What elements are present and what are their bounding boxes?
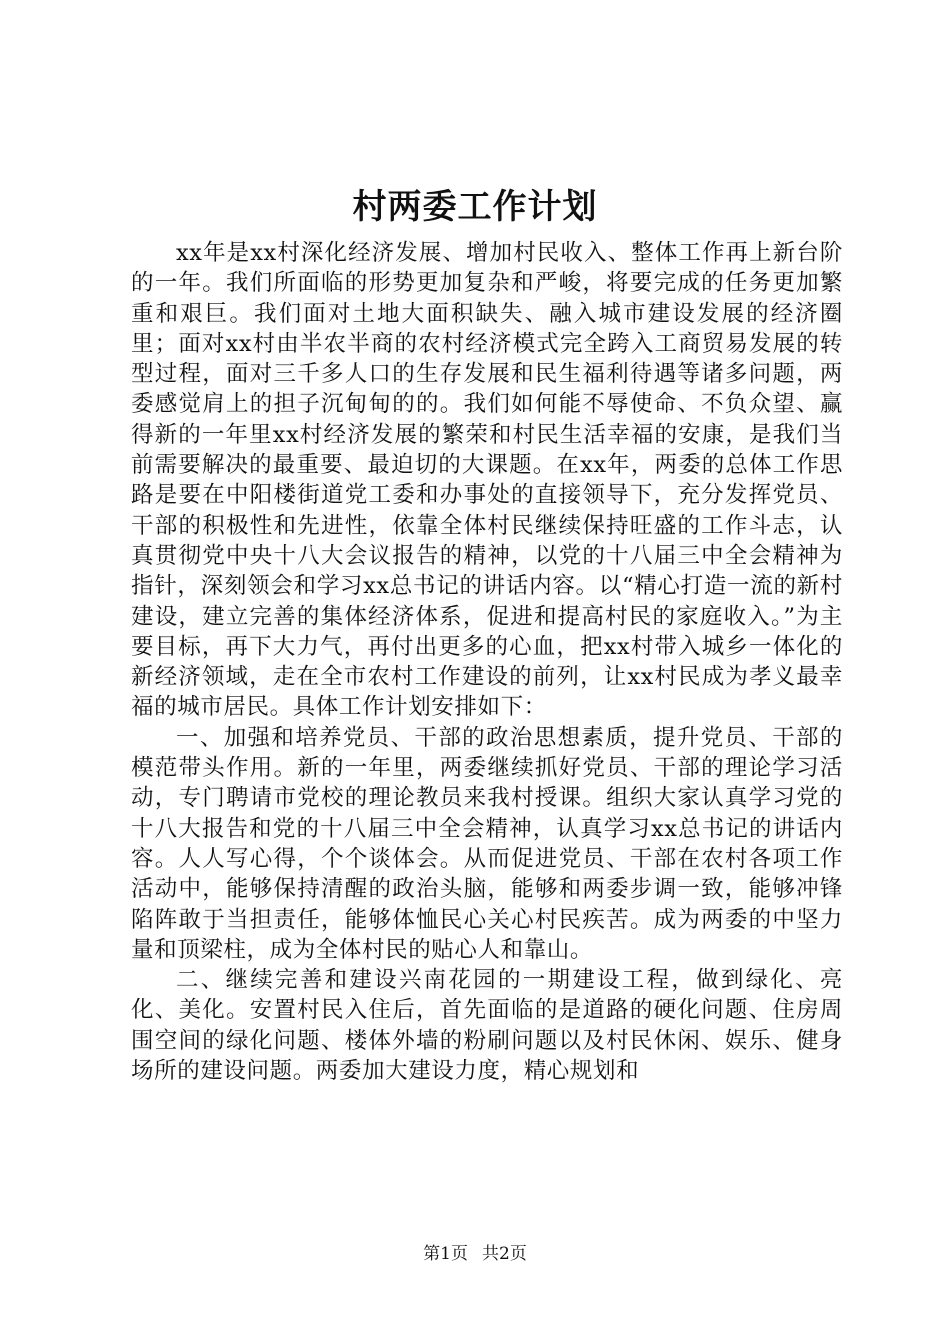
document-body xyxy=(131,238,843,1086)
paragraph-section-2: 二、继续完善和建设兴南花园的一期建设工程，做到绿化、亮化、美化。安置村民入住后，首先面临的是道路的硬化问题、住房周围空间的绿化问题、楼体外墙的粉刷问题以及村民休闲、娱乐、健身场所的建设问题。两委加大建设力度，精心规划和 xyxy=(131,967,843,1085)
page-footer xyxy=(0,1242,950,1266)
page-total: 共2页 xyxy=(482,1244,527,1264)
paragraph-intro: xx年是xx村深化经济发展、增加村民收入、整体工作再上新台阶的一年。我们所面临的形势更加复杂和严峻，将要完成的任务更加繁重和艰巨。我们面对土地大面积缺失、融入城市建设发展的经济圈里；面对xx村由半农半商的农村经济模式完全跨入工商贸易发展的转型过程，面对三千多人口的生存发展和民生福利待遇等诸多问题，两委感觉肩上的担子沉甸甸的的。我们如何能不辱使命、不负众望、赢得新的一年里xx村经济发展的繁荣和村民生活幸福的安康，是我们当前需要解决的最重要、最迫切的大课题。在xx年，两委的总体工作思路是要在中阳楼街道党工委和办事处的直接领导下，充分发挥党员、干部的积极性和先进性，依靠全体村民继续保持旺盛的工作斗志，认真贯彻党中央十八大会议报告的精神，以党的十八届三中全会精神为指针，深刻领会和学习xx总书记的讲话内容。以“精心打造一流的新村建设，建立完善的集体经济体系，促进和提高村民的家庭收入。”为主要目标，再下大力气，再付出更多的心血，把xx村带入城乡一体化的新经济领域，走在全市农村工作建设的前列，让xx村民成为孝义最幸福的城市居民。具体工作计划安排如下： xyxy=(131,240,843,721)
paragraph-section-1: 一、加强和培养党员、干部的政治思想素质，提升党员、干部的模范带头作用。新的一年里，两委继续抓好党员、干部的理论学习活动，专门聘请市党校的理论教员来我村授课。组织大家认真学习党的十八大报告和党的十八届三中全会精神，认真学习xx总书记的讲话内容。人人写心得，个个谈体会。从而促进党员、干部在农村各项工作活动中，能够保持清醒的政治头脑，能够和两委步调一致，能够冲锋陷阵敢于当担责任，能够体恤民心关心村民疾苦。成为两委的中坚力量和顶梁柱，成为全体村民的贴心人和靠山。 xyxy=(131,724,843,963)
page-number: 第1页 xyxy=(423,1244,468,1264)
document-title: 村两委工作计划 xyxy=(352,187,598,227)
